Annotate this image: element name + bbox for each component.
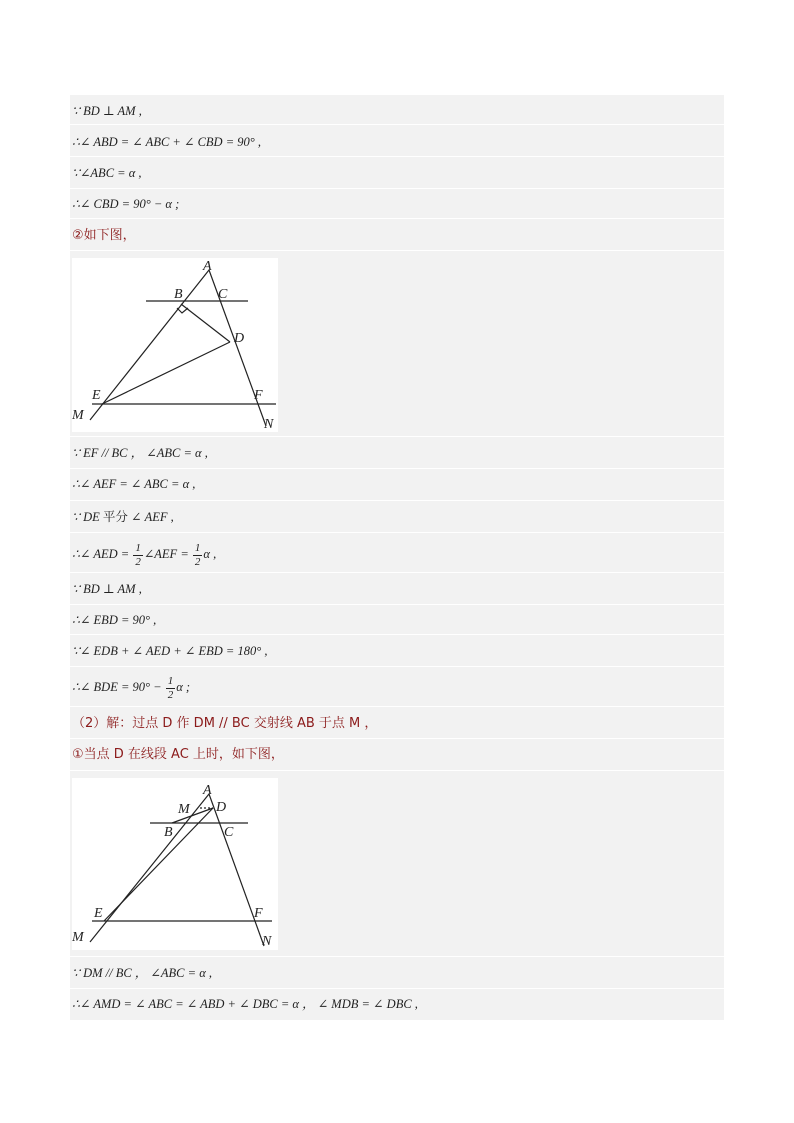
row-divider	[70, 532, 724, 533]
label-n: N	[262, 934, 272, 949]
label-f: F	[254, 906, 263, 921]
row-divider	[70, 468, 724, 469]
line-am	[90, 270, 209, 420]
proof-line-13-b: α ;	[176, 680, 191, 694]
row-divider	[70, 770, 724, 771]
row-divider	[70, 156, 724, 157]
part-2-case-1-heading: ①当点 D 在线段 AC 上时，如下图，	[72, 747, 284, 762]
label-m-top: M	[178, 802, 190, 817]
fraction-den: 2	[167, 688, 174, 701]
figure-2-diagram	[72, 778, 278, 950]
label-m-bottom: M	[72, 930, 84, 945]
label-b: B	[174, 287, 183, 302]
proof-line-11: ∴∠ EBD = 90° ,	[72, 613, 157, 627]
row-divider	[70, 604, 724, 605]
row-divider	[70, 188, 724, 189]
proof-line-3: ∵∠ABC = α ,	[72, 166, 142, 180]
label-f: F	[254, 388, 263, 403]
figure-1	[72, 258, 278, 432]
proof-line-8-c: ∠ AEF ,	[127, 510, 174, 524]
label-n: N	[264, 417, 274, 432]
label-m: M	[72, 408, 84, 423]
row-divider	[70, 250, 724, 251]
label-b: B	[164, 825, 173, 840]
fraction-num: 1	[194, 541, 201, 554]
row-divider	[70, 124, 724, 125]
row-divider	[70, 666, 724, 667]
proof-line-9-b: ∠AEF =	[143, 547, 192, 561]
proof-line-1: ∵ BD ⊥ AM ,	[72, 104, 142, 118]
fraction-den: 2	[135, 555, 141, 568]
proof-line-6: ∵ EF // BC ， ∠ABC = α ,	[72, 446, 208, 460]
row-divider	[70, 738, 724, 739]
fraction-num: 1	[167, 674, 174, 687]
part-2-heading: （2）解：过点 D 作 DM // BC 交射线 AB 于点 M ，	[72, 716, 378, 731]
segment-bd	[181, 304, 230, 342]
label-d: D	[234, 331, 245, 346]
fraction-half	[133, 542, 143, 569]
label-a: A	[203, 259, 212, 274]
proof-line-8	[72, 503, 174, 531]
proof-line-4: ∴∠ CBD = 90° − α ;	[72, 197, 180, 211]
proof-line-17: ∴∠ AMD = ∠ ABC = ∠ ABD + ∠ DBC = α ， ∠ MDB = ∠ DBC ,	[72, 997, 418, 1011]
proof-line-9-a: ∴∠ AED =	[72, 547, 133, 561]
case-2-heading: ②如下图，	[72, 228, 136, 243]
row-divider	[70, 706, 724, 707]
proof-line-9-c: α ,	[203, 547, 217, 561]
row-divider	[70, 956, 724, 957]
label-a: A	[203, 783, 212, 798]
row-divider	[70, 988, 724, 989]
proof-line-13	[72, 670, 190, 704]
row-divider	[70, 500, 724, 501]
proof-line-8-a: ∵ DE	[72, 510, 103, 524]
segment-ed	[102, 342, 230, 404]
proof-line-9	[72, 537, 216, 571]
proof-line-8-b: 平分	[102, 509, 128, 524]
proof-line-7: ∴∠ AEF = ∠ ABC = α ,	[72, 477, 196, 491]
proof-line-2: ∴∠ ABD = ∠ ABC + ∠ CBD = 90° ,	[72, 135, 262, 149]
fraction-half	[166, 675, 176, 702]
figure-1-diagram	[72, 258, 278, 432]
label-d: D	[216, 800, 227, 815]
row-divider	[70, 218, 724, 219]
fraction-den: 2	[194, 555, 201, 568]
fraction-num: 1	[135, 541, 141, 554]
segment-ed	[104, 808, 213, 921]
row-divider	[70, 572, 724, 573]
proof-line-12: ∵∠ EDB + ∠ AED + ∠ EBD = 180° ,	[72, 644, 268, 658]
row-divider	[70, 436, 724, 437]
proof-line-13-a: ∴∠ BDE = 90° −	[72, 680, 165, 694]
fraction-half	[193, 542, 203, 569]
line-an	[209, 794, 264, 946]
label-c: C	[224, 825, 234, 840]
figure-2	[72, 778, 278, 950]
proof-line-10: ∵ BD ⊥ AM ,	[72, 582, 142, 596]
label-c: C	[218, 287, 228, 302]
row-divider	[70, 634, 724, 635]
label-e: E	[94, 906, 103, 921]
proof-line-16: ∵ DM // BC ， ∠ABC = α ,	[72, 966, 213, 980]
label-e: E	[92, 388, 101, 403]
